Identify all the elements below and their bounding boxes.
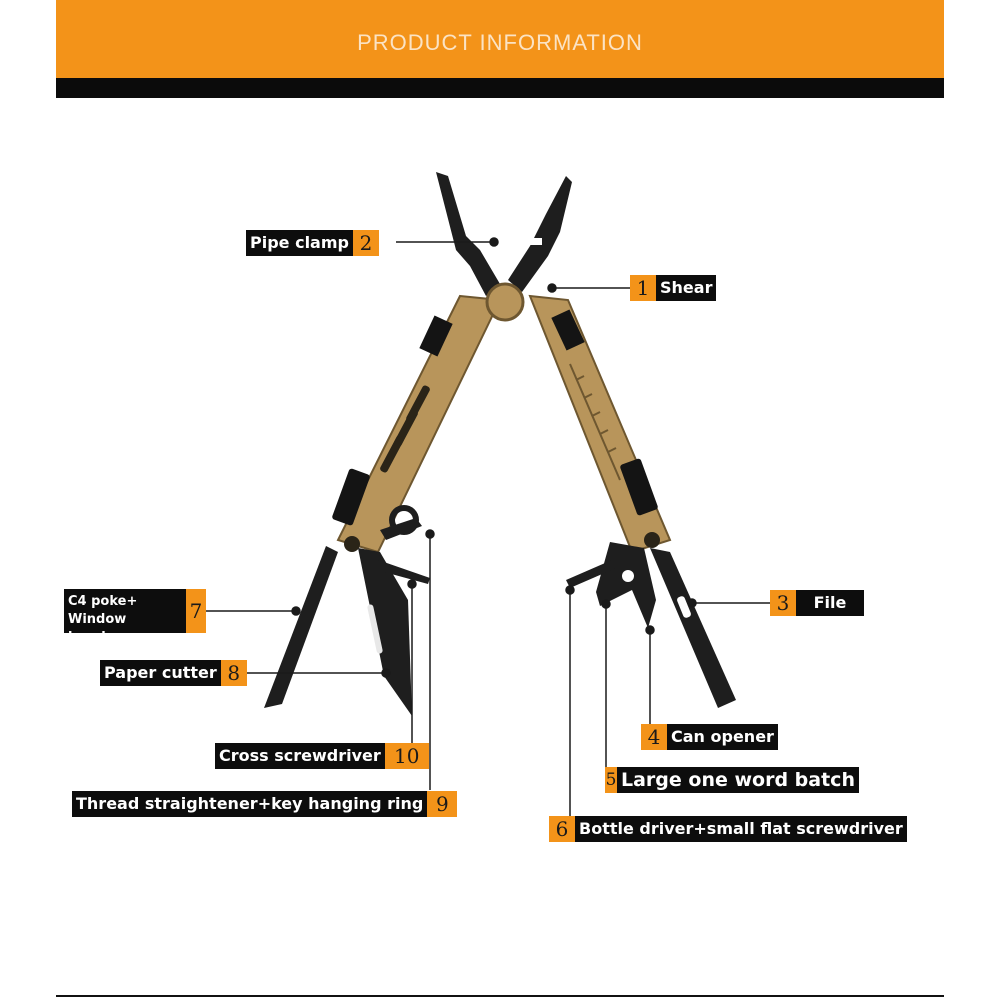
callout-number: 4 (641, 724, 667, 750)
callout-number: 9 (427, 791, 457, 817)
callout-label: Large one word batch (617, 767, 859, 793)
callout-number: 5 (605, 767, 617, 793)
callout-label: Pipe clamp (246, 230, 353, 256)
callout-paper-cutter (100, 660, 247, 686)
callout-number: 1 (630, 275, 656, 301)
callout-number: 3 (770, 590, 796, 616)
callout-label-line: C4 poke+ (68, 594, 138, 609)
callout-label-line: Window breaker (68, 612, 127, 645)
callout-label: Thread straightener+key hanging ring (72, 791, 427, 817)
callout-large-flat-bit (605, 767, 859, 793)
callout-file (770, 590, 864, 616)
bottom-divider (56, 995, 944, 997)
callout-c4-poke (64, 589, 206, 645)
callout-cross-screwdriver (215, 743, 429, 769)
callout-can-opener (641, 724, 778, 750)
callout-label: File (796, 590, 864, 616)
callout-label (64, 589, 186, 645)
pivot-bolt (487, 284, 523, 320)
callout-number: 6 (549, 816, 575, 842)
callout-number: 10 (385, 743, 429, 769)
callout-thread-straightener (72, 791, 457, 817)
callout-label: Can opener (667, 724, 778, 750)
callout-number: 7 (186, 589, 206, 633)
plier-jaws (436, 172, 572, 296)
callout-shear (630, 275, 716, 301)
callout-label: Shear (656, 275, 716, 301)
callout-label: Bottle driver+small flat screwdriver (575, 816, 907, 842)
callout-bottle-driver (549, 816, 907, 842)
right-tools (566, 542, 736, 708)
callout-number: 2 (353, 230, 379, 256)
right-handle (530, 296, 670, 552)
callout-number: 8 (221, 660, 247, 686)
callout-pipe-clamp (246, 230, 379, 256)
callout-label: Paper cutter (100, 660, 221, 686)
page-title: PRODUCT INFORMATION (357, 30, 643, 55)
callout-label: Cross screwdriver (215, 743, 385, 769)
